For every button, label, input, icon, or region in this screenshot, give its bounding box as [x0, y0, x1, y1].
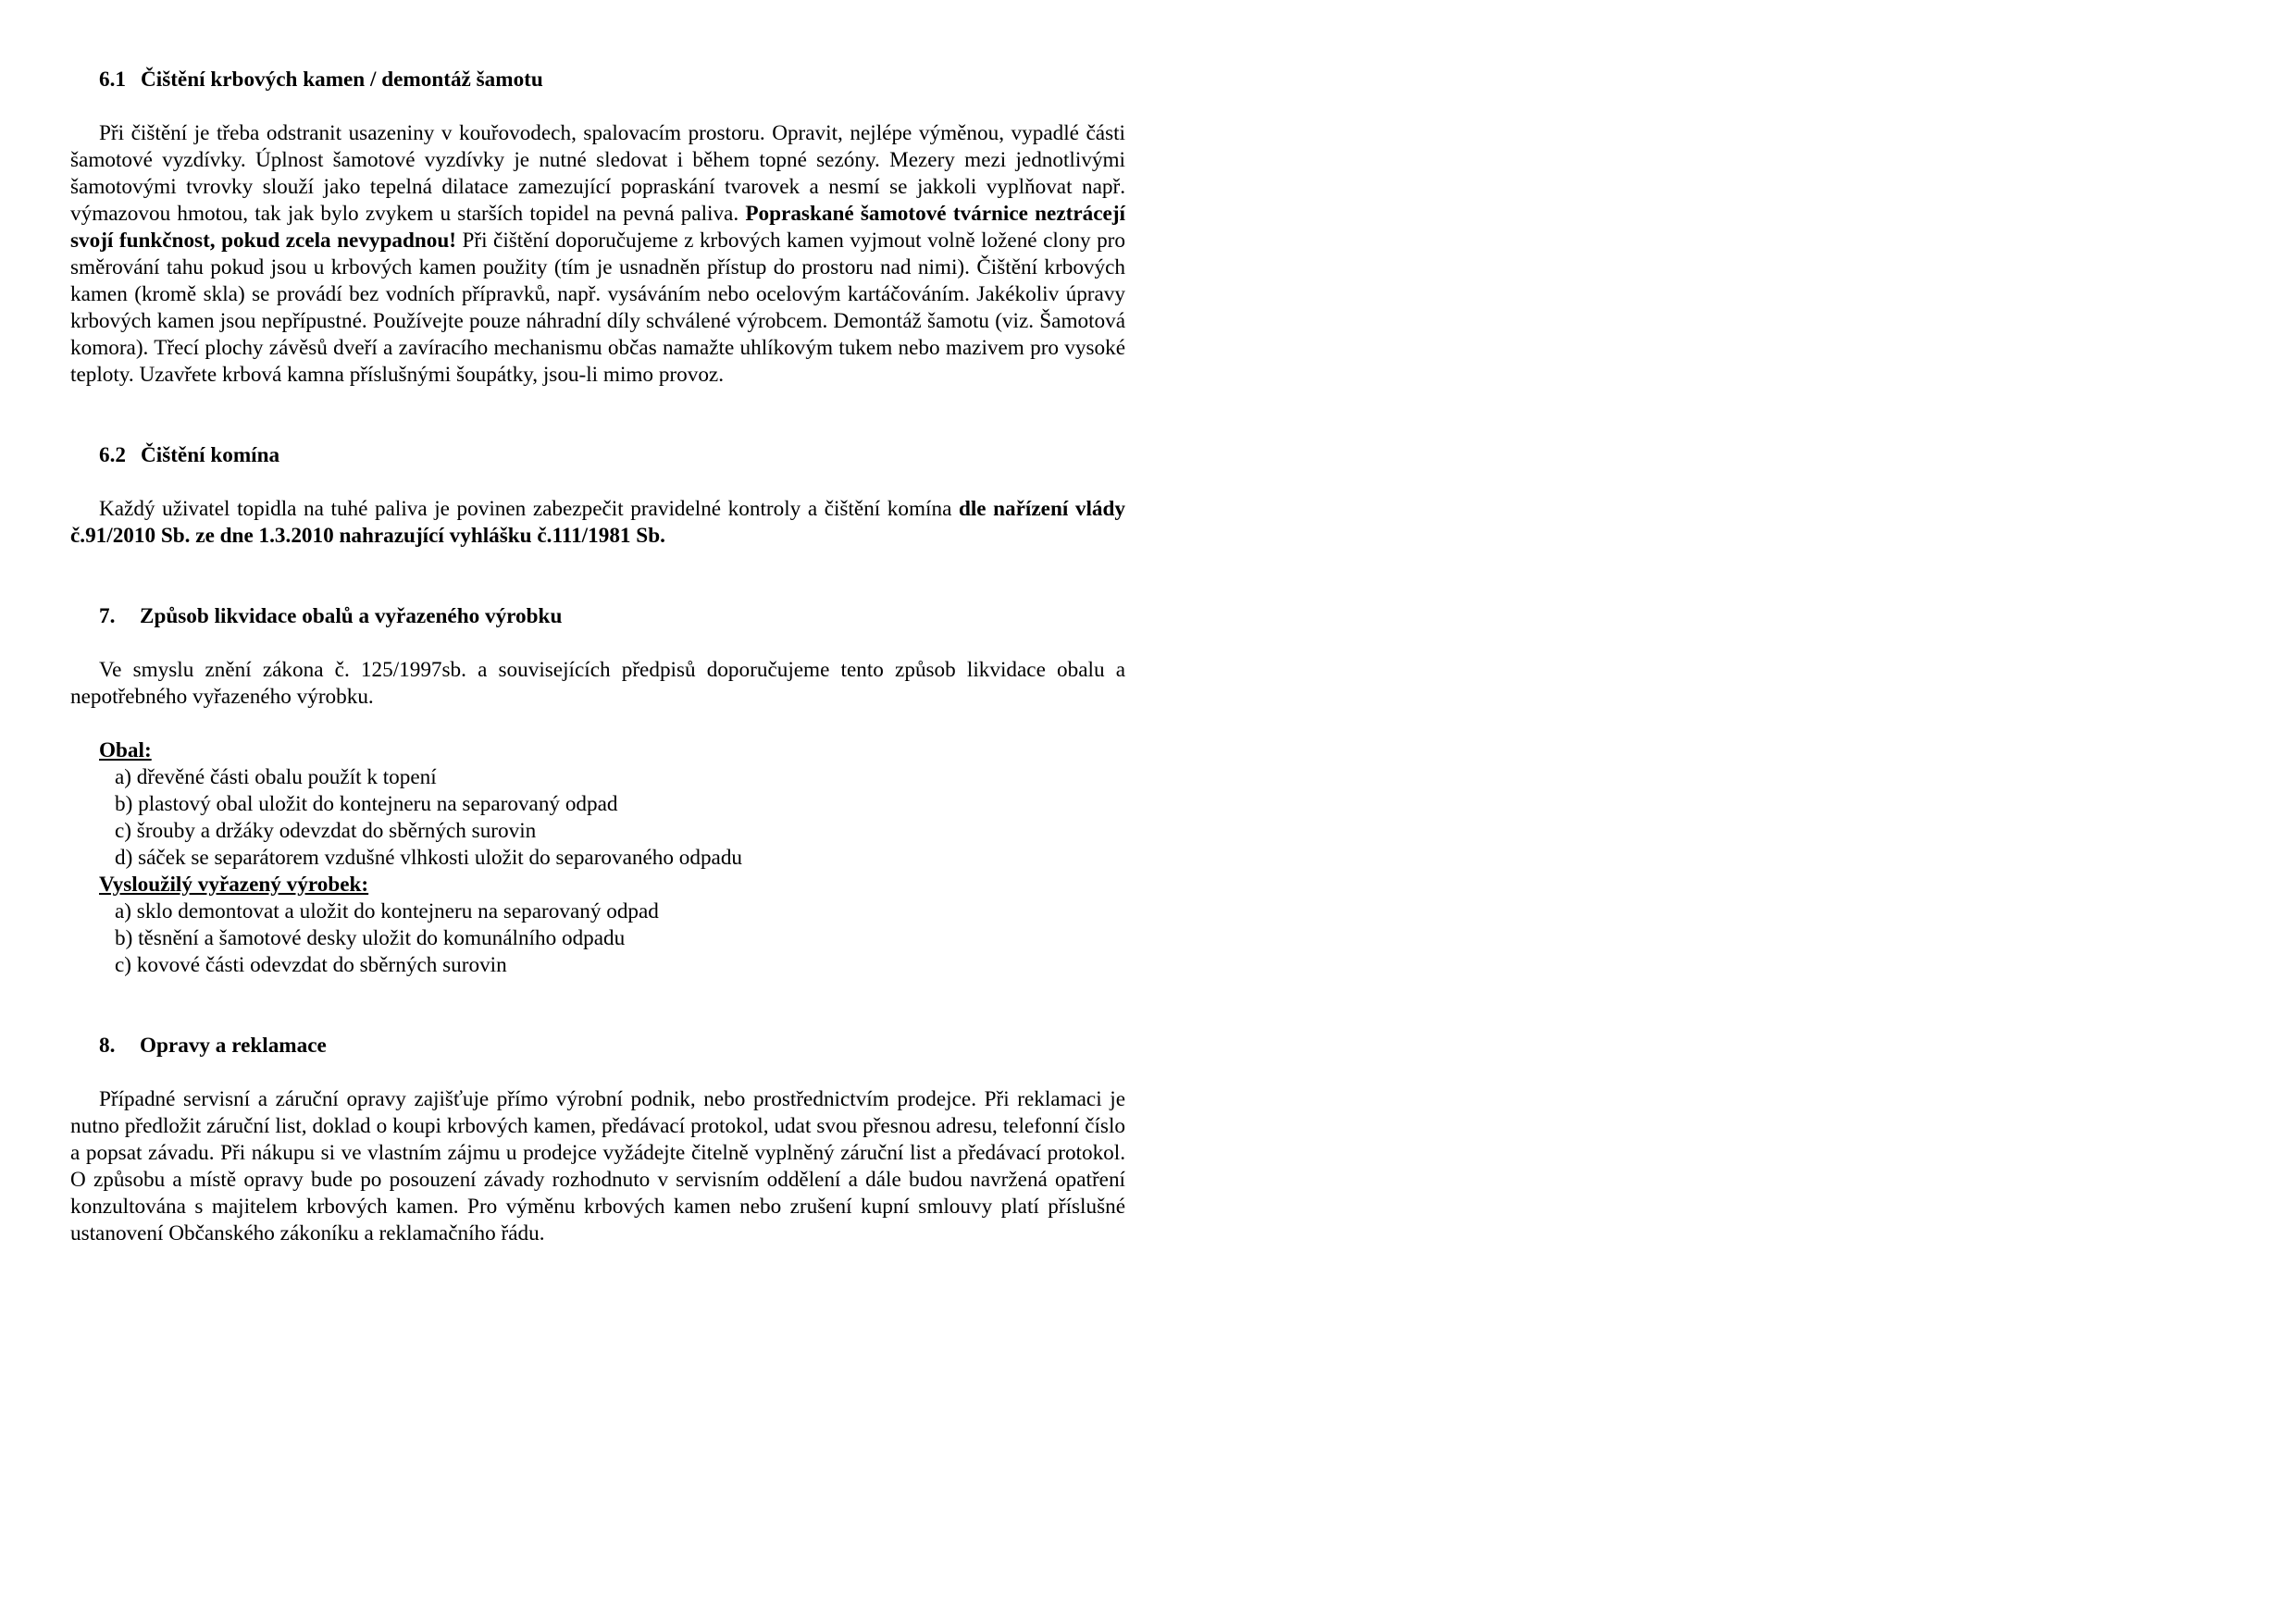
list-item: b) plastový obal uložit do kontejneru na separovaný odpad [115, 792, 618, 816]
list-item: b) těsnění a šamotové desky uložit do komunálního odpadu [115, 926, 626, 950]
section-heading-6-2 [99, 442, 1125, 469]
vyrobek-list [70, 898, 1125, 979]
spacer [70, 711, 1125, 737]
list-item: d) sáček se separátorem vzdušné vlhkosti uložit do separovaného odpadu [115, 846, 743, 870]
paragraph-text: Každý uživatel topidla na tuhé paliva je povinen zabezpečit pravidelné kontroly a čištění komína [99, 497, 959, 521]
list-item: a) sklo demontovat a uložit do kontejneru na separovaný odpad [115, 899, 659, 923]
section-number: 6.1 [99, 68, 126, 92]
vyrobek-label: Vysloužilý vyřazený výrobek: [99, 873, 369, 897]
section-number: 6.2 [99, 443, 126, 467]
section-title: Čištění komína [141, 443, 280, 467]
section-paragraph-8: Případné servisní a záruční opravy zajišťuje přímo výrobní podnik, nebo prostřednictvím prodejce. Při reklamaci je nutno předložit záruční list, doklad o koupi krbových kamen, předávací protokol, udat svou přesnou adresu, telefonní číslo a popsat závadu. Při nákupu si ve vlastním zájmu u prodejce vyžádejte čitelně vyplněný záruční list a předávací protokol. O způsobu a místě opravy bude po posouzení závady rozhodnuto v servisním oddělení a dále budou navržená opatření konzultována s majitelem krbových kamen. Pro výměnu krbových kamen nebo zrušení kupní smlouvy platí příslušné ustanovení Občanského zákoníku a reklamačního řádu. [70, 1087, 1125, 1245]
document-page [70, 67, 1125, 1247]
section-title: Čištění krbových kamen / demontáž šamotu [141, 68, 543, 92]
section-heading-6-1 [99, 67, 1125, 93]
paragraph-bold-text: Popraskané šamotové tvárnice neztrácejí svojí funkčnost, pokud zcela nevypadnou! [70, 202, 1125, 253]
list-item: c) šrouby a držáky odevzdat do sběrných surovin [115, 819, 537, 843]
obal-list [70, 764, 1125, 872]
spacer [70, 93, 1125, 120]
section-paragraph-7: Ve smyslu znění zákona č. 125/1997sb. a souvisejících předpisů doporučujeme tento způsob likvidace obalu a nepotřebného vyřazeného výrobku. [70, 658, 1125, 709]
section-number: 8. [99, 1034, 116, 1058]
obal-label: Obal: [99, 738, 152, 762]
spacer [70, 979, 1125, 1033]
section-paragraph-6-2 [70, 496, 1125, 550]
section-heading-8 [99, 1033, 1125, 1059]
list-item: c) kovové části odevzdat do sběrných surovin [115, 953, 507, 977]
paragraph-bold-text: dle nařízení vlády č.91/2010 Sb. ze dne 1.3.2010 nahrazující vyhlášku č.111/1981 Sb. [70, 497, 1125, 548]
spacer [70, 1059, 1125, 1086]
section-paragraph-6-1 [70, 120, 1125, 389]
list-item: a) dřevěné části obalu použít k topení [115, 765, 437, 789]
spacer [70, 630, 1125, 657]
section-heading-7 [99, 603, 1125, 630]
spacer [70, 469, 1125, 496]
paragraph-text: Při čištění je třeba odstranit usazeniny v kouřovodech, spalovacím prostoru. Opravit, nejlépe výměnou, vypadlé části šamotové vyzdívky. Úplnost šamotové vyzdívky je nutné sledovat i během topné sezóny. Mezery mezi jednotlivými šamotovými tvrovky slouží jako tepelná dilatace zamezující popraskání tvarovek a nesmí se jakkoli vyplňovat např. výmazovou hmotou, tak jak bylo zvykem u starších topidel na pevná paliva. [70, 121, 1125, 226]
paragraph-text: Při čištění doporučujeme z krbových kamen vyjmout volně ložené clony pro směrování tahu pokud jsou u krbových kamen použity (tím je usnadněn přístup do prostoru nad nimi). Čištění krbových kamen (kromě skla) se provádí bez vodních přípravků, např. vysáváním nebo ocelovým kartáčováním. Jakékoliv úpravy krbových kamen jsou nepřípustné. Používejte pouze náhradní díly schválené výrobcem. Demontáž šamotu (viz. Šamotová komora). Třecí plochy závěsů dveří a zavíracího mechanismu občas namažte uhlíkovým tukem nebo mazivem pro vysoké teploty. Uzavřete krbová kamna příslušnými šoupátky, jsou-li mimo provoz. [70, 229, 1125, 387]
section-title: Způsob likvidace obalů a vyřazeného výrobku [140, 604, 563, 628]
spacer [70, 389, 1125, 442]
section-title: Opravy a reklamace [140, 1034, 327, 1058]
spacer [70, 550, 1125, 603]
section-number: 7. [99, 604, 116, 628]
